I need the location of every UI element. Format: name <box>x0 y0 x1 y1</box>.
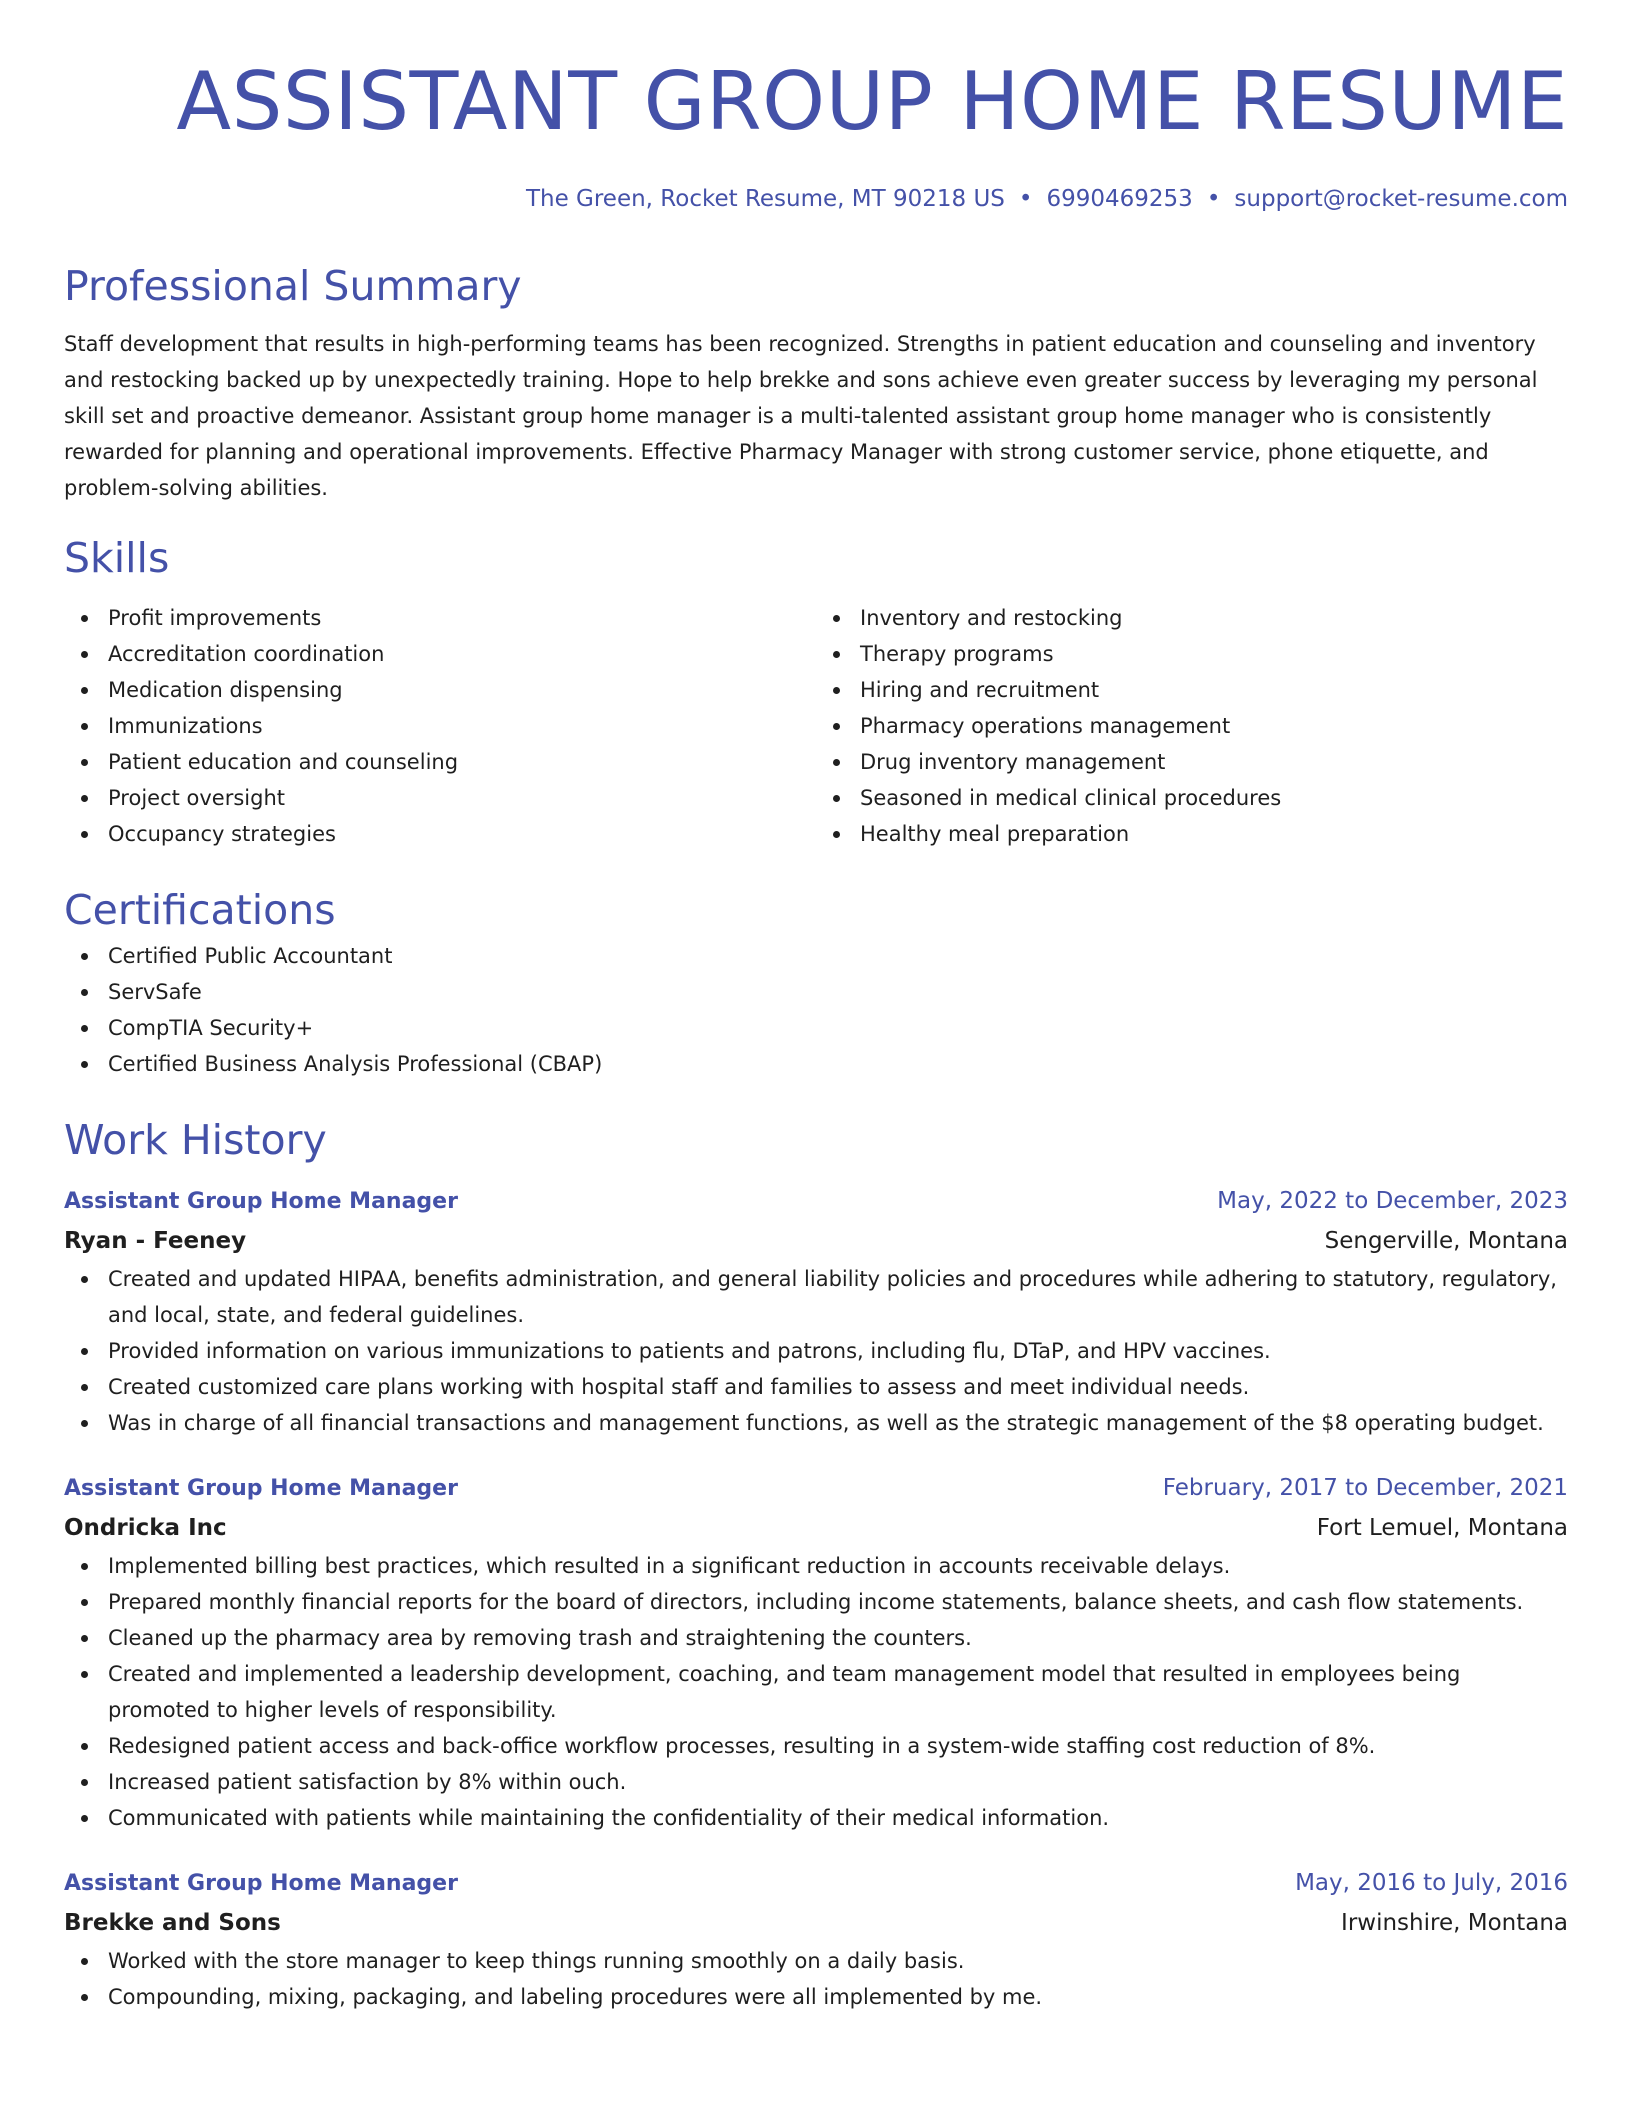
list-item: Compounding, mixing, packaging, and labeling procedures were all implemented by me. <box>64 1979 1568 2015</box>
job-dates: February, 2017 to December, 2021 <box>1162 1475 1568 1501</box>
list-item: Profit improvements <box>64 600 816 636</box>
job-header <box>64 1864 1568 1903</box>
list-item: Accreditation coordination <box>64 636 816 672</box>
job-entry <box>64 1864 1568 2015</box>
job-header <box>64 1469 1568 1508</box>
professional-summary-section <box>64 258 1568 506</box>
job-entry <box>64 1182 1568 1441</box>
list-item: Immunizations <box>64 708 816 744</box>
list-item: Patient education and counseling <box>64 744 816 780</box>
list-item: Therapy programs <box>816 636 1568 672</box>
skills-list-right <box>816 600 1568 852</box>
list-item: Prepared monthly financial reports for the board of directors, including income statements, balance sheets, and cash flow statements. <box>64 1584 1568 1620</box>
contact-email: support@rocket-resume.com <box>1234 186 1568 212</box>
list-item: Pharmacy operations management <box>816 708 1568 744</box>
job-bullets <box>64 1261 1568 1441</box>
list-item: ServSafe <box>64 974 1568 1010</box>
certifications-list <box>64 938 1568 1082</box>
contact-separator: • <box>1206 186 1221 212</box>
job-title: Assistant Group Home Manager <box>64 1871 458 1896</box>
job-bullets <box>64 1548 1568 1836</box>
list-item: Provided information on various immunizations to patients and patrons, including flu, DTaP, and HPV vaccines. <box>64 1333 1568 1369</box>
list-item: Certified Business Analysis Professional (CBAP) <box>64 1046 1568 1082</box>
job-dates: May, 2022 to December, 2023 <box>1217 1188 1568 1214</box>
contact-address: The Green, Rocket Resume, MT 90218 US <box>525 186 1005 212</box>
skills-list-left <box>64 600 816 852</box>
list-item: Created and updated HIPAA, benefits administration, and general liability policies and procedures while adhering to statutory, regulatory, and local, state, and federal guidelines. <box>64 1261 1568 1333</box>
work-history-section <box>64 1112 1568 2015</box>
list-item: Certified Public Accountant <box>64 938 1568 974</box>
list-item: Was in charge of all financial transactions and management functions, as well as the strategic management of the $8 operating budget. <box>64 1405 1568 1441</box>
list-item: Increased patient satisfaction by 8% within ouch. <box>64 1764 1568 1800</box>
job-subheader <box>64 1221 1568 1261</box>
list-item: Redesigned patient access and back-office workflow processes, resulting in a system-wide staffing cost reduction of 8%. <box>64 1728 1568 1764</box>
skills-columns <box>64 600 1568 852</box>
list-item: Cleaned up the pharmacy area by removing trash and straightening the counters. <box>64 1620 1568 1656</box>
contact-phone: 6990469253 <box>1046 186 1193 212</box>
job-company: Brekke and Sons <box>64 1910 281 1936</box>
job-location: Fort Lemuel, Montana <box>1316 1515 1568 1541</box>
job-header <box>64 1182 1568 1221</box>
section-title: Professional Summary <box>64 262 522 310</box>
list-item: Seasoned in medical clinical procedures <box>816 780 1568 816</box>
certifications-section <box>64 882 1568 1082</box>
job-subheader <box>64 1903 1568 1943</box>
job-entry <box>64 1469 1568 1836</box>
job-title: Assistant Group Home Manager <box>64 1189 458 1214</box>
list-item: Project oversight <box>64 780 816 816</box>
job-title: Assistant Group Home Manager <box>64 1476 458 1501</box>
job-location: Sengerville, Montana <box>1324 1228 1568 1254</box>
summary-text: Staff development that results in high-performing teams has been recognized. Strengths in patient education and counseling and inventory and restocking backed up by unexpectedly training. Hope to help brekke and sons achieve even greater success by leveraging my personal skill set and proactive demeanor. Assistant group home manager is a multi-talented assistant group home manager who is consistently rewarded for planning and operational improvements. Effective Pharmacy Manager with strong customer service, phone etiquette, and problem-solving abilities. <box>64 332 1538 500</box>
resume-name: ASSISTANT GROUP HOME RESUME <box>176 55 1568 148</box>
list-item: Inventory and restocking <box>816 600 1568 636</box>
list-item: Hiring and recruitment <box>816 672 1568 708</box>
contact-separator: • <box>1018 186 1033 212</box>
section-title: Certifications <box>64 886 336 934</box>
list-item: Healthy meal preparation <box>816 816 1568 852</box>
skills-section <box>64 530 1568 852</box>
job-location: Irwinshire, Montana <box>1341 1910 1568 1936</box>
list-item: Drug inventory management <box>816 744 1568 780</box>
list-item: Worked with the store manager to keep things running smoothly on a daily basis. <box>64 1943 1568 1979</box>
job-company: Ondricka Inc <box>64 1515 227 1541</box>
section-title: Work History <box>64 1116 327 1164</box>
list-item: Implemented billing best practices, which resulted in a significant reduction in accounts receivable delays. <box>64 1548 1568 1584</box>
job-company: Ryan - Feeney <box>64 1228 247 1254</box>
job-subheader <box>64 1508 1568 1548</box>
list-item: Created and implemented a leadership development, coaching, and team management model that resulted in employees being promoted to higher levels of responsibility. <box>64 1656 1568 1728</box>
job-dates: May, 2016 to July, 2016 <box>1295 1870 1568 1896</box>
section-title: Skills <box>64 534 170 582</box>
list-item: CompTIA Security+ <box>64 1010 1568 1046</box>
contact-line <box>64 182 1568 216</box>
job-bullets <box>64 1943 1568 2015</box>
list-item: Created customized care plans working with hospital staff and families to assess and meet individual needs. <box>64 1369 1568 1405</box>
list-item: Occupancy strategies <box>64 816 816 852</box>
list-item: Medication dispensing <box>64 672 816 708</box>
list-item: Communicated with patients while maintaining the confidentiality of their medical information. <box>64 1800 1568 1836</box>
